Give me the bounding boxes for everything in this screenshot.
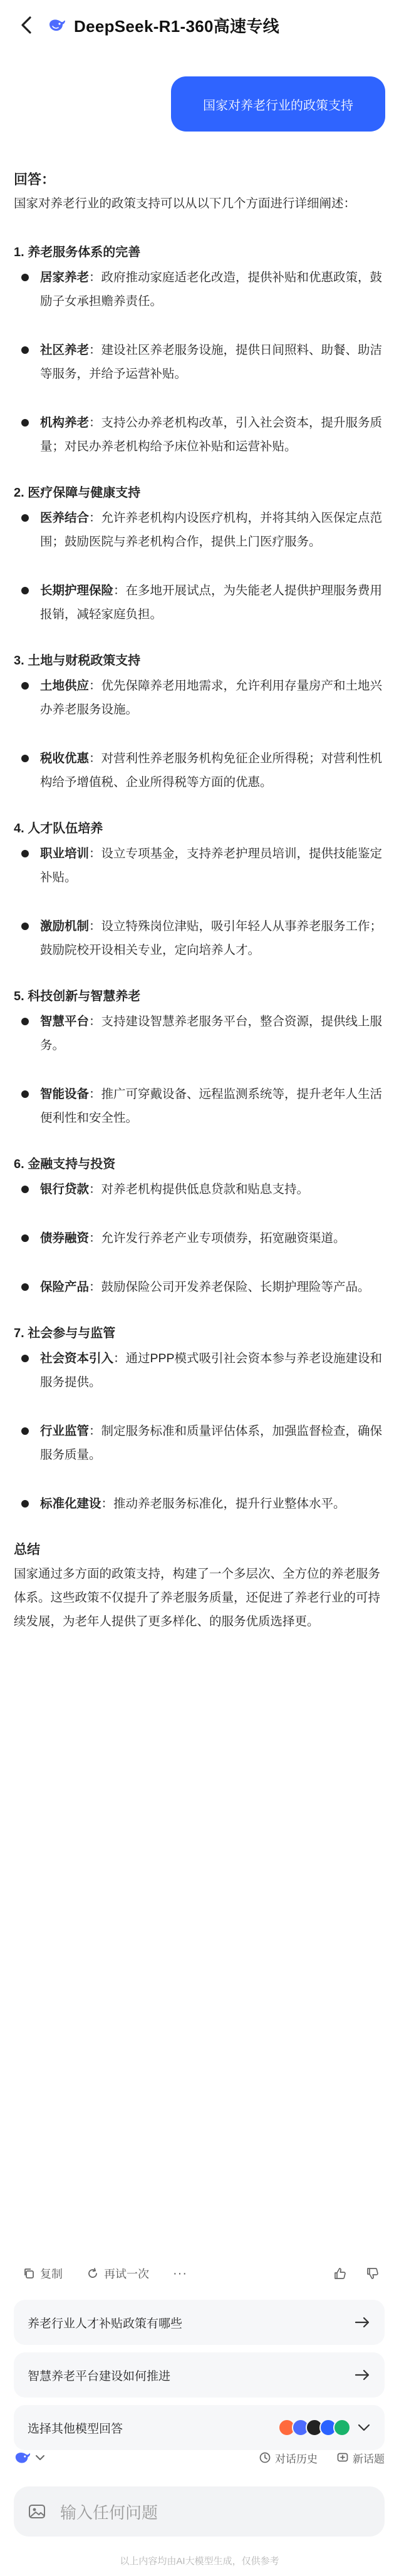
bullet-heading: 医养结合	[40, 511, 90, 525]
page-title: DeepSeek-R1-360高速专线	[74, 16, 279, 36]
retry-button[interactable]	[86, 2265, 149, 2282]
suggestion-item[interactable]	[14, 2300, 385, 2345]
bullet-text: ：优先保障养老用地需求，允许利用存量房产和土地兴办养老服务设施。	[40, 679, 383, 716]
bullet-heading: 职业培训	[40, 847, 90, 861]
bullet-heading: 智慧平台	[40, 1015, 90, 1028]
answer-section	[14, 1322, 385, 1516]
bullet-text: ：政府推动家庭适老化改造，提供补贴和优惠政策，鼓励子女承担赡养责任。	[40, 271, 383, 308]
answer-intro: 国家对养老行业的政策支持可以从以下几个方面进行详细阐述：	[14, 197, 356, 210]
bullet-item	[14, 1419, 385, 1467]
image-icon[interactable]	[28, 2502, 46, 2521]
answer-section	[14, 1152, 385, 1299]
feedback-buttons	[333, 2267, 380, 2280]
history-label: 对话历史	[275, 2453, 318, 2465]
back-button[interactable]	[14, 13, 39, 38]
message-input[interactable]	[14, 2486, 385, 2537]
section-title: 7. 社会参与与监管	[14, 1327, 116, 1340]
new-chat-button[interactable]	[336, 2450, 385, 2466]
model-switcher[interactable]	[14, 2449, 45, 2466]
bullet-text: ：设立特殊岗位津贴，吸引年轻人从事养老服务工作；鼓励院校开设相关专业，定向培养人才。	[40, 919, 383, 957]
bullet-heading: 银行贷款	[40, 1182, 90, 1196]
user-message-bubble: 国家对养老行业的政策支持	[171, 76, 385, 132]
bullet-item	[14, 674, 385, 722]
thumbs-up-icon[interactable]	[333, 2267, 347, 2280]
copy-label: 复制	[40, 2268, 63, 2280]
bullet-heading: 激励机制	[40, 919, 90, 933]
answer-section	[14, 649, 385, 794]
model-avatars	[278, 2419, 351, 2436]
copy-button[interactable]	[23, 2265, 63, 2282]
bullet-item	[14, 1275, 385, 1299]
deepseek-whale-icon	[14, 2449, 31, 2466]
suggestion-label: 养老行业人才补贴政策有哪些	[28, 2317, 183, 2330]
bullet-heading: 税收优惠	[40, 752, 90, 765]
bullet-text: ：在多地开展试点，为失能老人提供护理服务费用报销，减轻家庭负担。	[40, 584, 383, 621]
bullet-item	[14, 338, 385, 386]
copy-icon	[23, 2267, 35, 2280]
bullet-text: ：允许养老机构内设医疗机构，并将其纳入医保定点范围；鼓励医院与养老机构合作，提供上门医疗服务。	[40, 511, 383, 549]
section-title: 1. 养老服务体系的完善	[14, 246, 141, 259]
bullet-item	[14, 579, 385, 626]
answer-label: 回答：	[14, 172, 56, 187]
bullet-item	[14, 1010, 385, 1057]
bottom-actions	[259, 2450, 385, 2466]
bullet-item	[14, 1177, 385, 1201]
refresh-icon	[86, 2267, 99, 2280]
bullet-heading: 土地供应	[40, 679, 90, 693]
bullet-text: ：对养老机构提供低息贷款和贴息支持。	[89, 1182, 309, 1196]
bullet-item	[14, 842, 385, 889]
bullet-text: ：允许发行养老产业专项债券，拓宽融资渠道。	[89, 1231, 346, 1245]
answer-sections	[14, 241, 385, 1516]
thumbs-down-icon[interactable]	[366, 2267, 380, 2280]
bottom-bar	[14, 2443, 385, 2473]
section-title: 3. 土地与财税政策支持	[14, 654, 141, 668]
disclaimer: 以上内容均由AI大模型生成，仅供参考	[120, 2556, 279, 2567]
chevron-down-icon	[35, 2454, 45, 2461]
suggestion-label: 智慧养老平台建设如何推进	[28, 2369, 171, 2383]
bullet-item	[14, 411, 385, 458]
assistant-answer	[14, 168, 385, 1633]
retry-label: 再试一次	[104, 2268, 149, 2280]
bullet-text: ：通过PPP模式吸引社会资本参与养老设施建设和服务提供。	[40, 1352, 383, 1389]
bullet-item	[14, 1082, 385, 1130]
clock-icon	[259, 2451, 271, 2464]
bullet-item	[14, 1347, 385, 1394]
message-actions	[23, 2260, 380, 2287]
bullet-text: ：支持公办养老机构改革，引入社会资本，提升服务质量；对民办养老机构给予床位补贴和运营补贴。	[40, 416, 383, 453]
bullet-heading: 智能设备	[40, 1087, 90, 1101]
section-title: 2. 医疗保障与健康支持	[14, 486, 141, 500]
bullet-heading: 机构养老	[40, 416, 90, 430]
bullet-heading: 居家养老	[40, 271, 90, 284]
bullet-text: ：鼓励保险公司开发养老保险、长期护理险等产品。	[89, 1280, 370, 1294]
bullet-heading: 社会资本引入	[40, 1352, 114, 1365]
section-title: 5. 科技创新与智慧养老	[14, 990, 141, 1003]
deepseek-whale-icon	[48, 16, 66, 34]
answer-section	[14, 241, 385, 458]
bullet-text: ：推广可穿戴设备、远程监测系统等，提升老年人生活便利性和安全性。	[40, 1087, 383, 1125]
summary-text: 国家通过多方面的政策支持，构建了一个多层次、全方位的养老服务体系。这些政策不仅提升了养老服务质量，还促进了养老行业的可持续发展，为老年人提供了更多样化、的服务优质选择更。	[14, 1567, 381, 1628]
bullet-item	[14, 506, 385, 554]
bullet-text: ：建设社区养老服务设施，提供日间照料、助餐、助洁等服务，并给予运营补贴。	[40, 343, 383, 381]
more-button[interactable]	[173, 2267, 187, 2281]
suggestion-item[interactable]	[14, 2352, 385, 2398]
bullet-item	[14, 266, 385, 313]
answer-section	[14, 817, 385, 962]
arrow-right-icon	[355, 2369, 371, 2381]
bullet-text: ：推动养老服务标准化，提升行业整体水平。	[101, 1497, 346, 1511]
back-arrow-icon	[19, 16, 33, 34]
bullet-item	[14, 747, 385, 794]
arrow-right-icon	[355, 2316, 371, 2329]
bullet-text: ：设立专项基金，支持养老护理员培训，提供技能鉴定补贴。	[40, 847, 383, 884]
history-button[interactable]	[259, 2450, 318, 2466]
new-chat-label: 新话题	[353, 2453, 385, 2465]
answer-section	[14, 985, 385, 1130]
bullet-item	[14, 1492, 385, 1516]
other-model-label: 选择其他模型回答	[28, 2422, 123, 2436]
more-label: ···	[173, 2266, 187, 2280]
bullet-heading: 长期护理保险	[40, 584, 114, 597]
bullet-text: ：制定服务标准和质量评估体系，加强监督检查，确保服务质量。	[40, 1424, 383, 1462]
chevron-down-icon	[357, 2423, 371, 2432]
bullet-heading: 保险产品	[40, 1280, 90, 1294]
bullet-item	[14, 914, 385, 962]
bullet-heading: 行业监管	[40, 1424, 90, 1438]
bullet-heading: 标准化建设	[40, 1497, 101, 1511]
bullet-heading: 债券融资	[40, 1231, 90, 1245]
section-title: 4. 人才队伍培养	[14, 822, 103, 835]
new-chat-icon	[336, 2451, 349, 2464]
bullet-text: ：对营利性养老服务机构免征企业所得税；对营利性机构给予增值税、企业所得税等方面的优惠。	[40, 752, 383, 789]
input-placeholder: 输入任何问题	[60, 2503, 158, 2522]
answer-section	[14, 481, 385, 626]
bullet-heading: 社区养老	[40, 343, 90, 357]
bullet-text: ：支持建设智慧养老服务平台，整合资源，提供线上服务。	[40, 1015, 383, 1052]
section-title: 6. 金融支持与投资	[14, 1157, 116, 1171]
top-bar	[0, 0, 399, 50]
bullet-item	[14, 1226, 385, 1250]
summary-title: 总结	[14, 1543, 40, 1557]
model-avatar	[333, 2419, 351, 2436]
